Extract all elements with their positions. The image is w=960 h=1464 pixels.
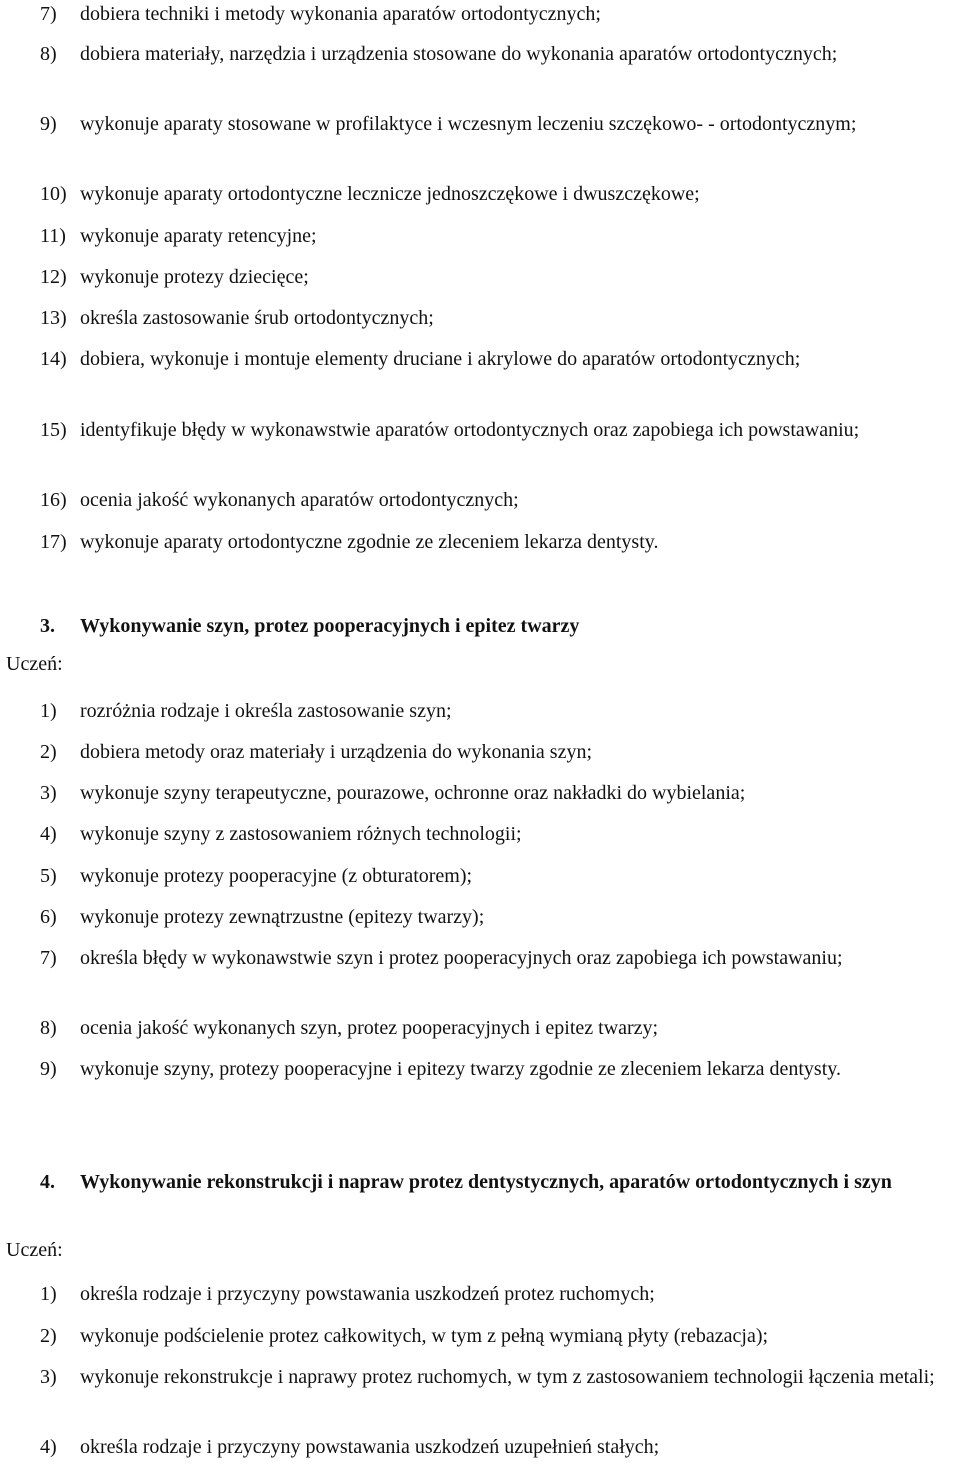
list-item-number: 3)	[40, 782, 57, 804]
list-item	[40, 40, 956, 69]
list-item-text: wykonuje szyny, protezy pooperacyjne i epitezy twarzy zgodnie ze zleceniem lekarza dentysty.	[80, 1058, 841, 1080]
list-item-number: 17)	[40, 531, 67, 553]
list-item-text: wykonuje szyny terapeutyczne, pourazowe, ochronne oraz nakładki do wybielania;	[80, 782, 746, 804]
list-item	[40, 697, 956, 726]
list-item-number: 3)	[40, 1366, 57, 1388]
list-item-number: 6)	[40, 906, 57, 928]
section-title: Wykonywanie szyn, protez pooperacyjnych i epitez twarzy	[80, 615, 580, 637]
list-item-number: 2)	[40, 1325, 57, 1347]
list-item-number: 5)	[40, 865, 57, 887]
section-heading	[40, 612, 956, 641]
list-item	[40, 1055, 956, 1084]
student-label: Uczeń:	[6, 1239, 63, 1261]
list-item-number: 15)	[40, 419, 67, 441]
list-item-text: wykonuje aparaty stosowane w profilaktyce i wczesnym leczeniu szczękowo- - ortodontycznym;	[80, 113, 857, 135]
list-item	[40, 304, 956, 333]
list-item-text: określa zastosowanie śrub ortodontycznych;	[80, 307, 434, 329]
list-item-number: 7)	[40, 947, 57, 969]
list-item	[40, 1014, 956, 1043]
list-item-text: dobiera materiały, narzędzia i urządzenia stosowane do wykonania aparatów ortodontycznych;	[80, 43, 838, 65]
list-item	[40, 1280, 956, 1309]
list-item	[40, 345, 956, 374]
list-item	[40, 862, 956, 891]
list-item	[40, 110, 956, 139]
list-item-number: 8)	[40, 43, 57, 65]
list-item-text: wykonuje aparaty retencyjne;	[80, 225, 317, 247]
list-item-text: wykonuje protezy pooperacyjne (z obturatorem);	[80, 865, 473, 887]
list-item	[40, 416, 956, 445]
list-item-number: 1)	[40, 700, 57, 722]
section-number: 4.	[40, 1171, 55, 1193]
list-item-text: wykonuje protezy dziecięce;	[80, 266, 309, 288]
section-heading	[40, 1168, 956, 1197]
list-item	[40, 222, 956, 251]
list-item	[40, 528, 956, 557]
list-item-text: identyfikuje błędy w wykonawstwie aparatów ortodontycznych oraz zapobiega ich powstawaniu;	[80, 419, 860, 441]
list-item-text: określa rodzaje i przyczyny powstawania uszkodzeń uzupełnień stałych;	[80, 1436, 660, 1458]
list-item-number: 1)	[40, 1283, 57, 1305]
list-item-text: wykonuje szyny z zastosowaniem różnych technologii;	[80, 823, 522, 845]
list-item	[40, 263, 956, 292]
list-item-text: ocenia jakość wykonanych szyn, protez pooperacyjnych i epitez twarzy;	[80, 1017, 659, 1039]
list-item-text: określa błędy w wykonawstwie szyn i protez pooperacyjnych oraz zapobiega ich powstawaniu;	[80, 947, 843, 969]
list-item-text: określa rodzaje i przyczyny powstawania uszkodzeń protez ruchomych;	[80, 1283, 655, 1305]
list-item-text: wykonuje aparaty ortodontyczne lecznicze jednoszczękowe i dwuszczękowe;	[80, 183, 700, 205]
list-item	[40, 1363, 956, 1392]
list-item	[40, 1322, 956, 1351]
list-item	[40, 1433, 956, 1462]
list-item-text: dobiera metody oraz materiały i urządzenia do wykonania szyn;	[80, 741, 593, 763]
list-item-number: 11)	[40, 225, 66, 247]
section-title: Wykonywanie rekonstrukcji i napraw protez dentystycznych, aparatów ortodontycznych i szyn	[80, 1171, 892, 1193]
section-number: 3.	[40, 615, 55, 637]
list-item	[40, 180, 956, 209]
list-item-text: rozróżnia rodzaje i określa zastosowanie szyn;	[80, 700, 452, 722]
list-item-text: wykonuje aparaty ortodontyczne zgodnie ze zleceniem lekarza dentysty.	[80, 531, 659, 553]
list-item	[40, 0, 956, 29]
list-item-text: dobiera techniki i metody wykonania aparatów ortodontycznych;	[80, 3, 601, 25]
list-item-number: 16)	[40, 489, 67, 511]
list-item	[40, 944, 956, 973]
list-item-number: 13)	[40, 307, 67, 329]
list-item-number: 2)	[40, 741, 57, 763]
list-item-number: 8)	[40, 1017, 57, 1039]
list-item-number: 9)	[40, 113, 57, 135]
list-item-number: 14)	[40, 348, 67, 370]
list-item-text: wykonuje podścielenie protez całkowitych, w tym z pełną wymianą płyty (rebazacja);	[80, 1325, 769, 1347]
list-item-text: wykonuje protezy zewnątrzustne (epitezy twarzy);	[80, 906, 485, 928]
list-item-number: 4)	[40, 1436, 57, 1458]
list-item	[40, 820, 956, 849]
list-item-number: 4)	[40, 823, 57, 845]
list-item-number: 10)	[40, 183, 67, 205]
list-item-text: dobiera, wykonuje i montuje elementy druciane i akrylowe do aparatów ortodontycznych;	[80, 348, 801, 370]
list-item-text: wykonuje rekonstrukcje i naprawy protez ruchomych, w tym z zastosowaniem technologii łączenia metali;	[80, 1366, 935, 1388]
list-item-number: 12)	[40, 266, 67, 288]
student-label: Uczeń:	[6, 653, 63, 675]
list-item-number: 9)	[40, 1058, 57, 1080]
list-item	[40, 903, 956, 932]
list-item	[40, 738, 956, 767]
list-item	[40, 486, 956, 515]
list-item-text: ocenia jakość wykonanych aparatów ortodontycznych;	[80, 489, 519, 511]
list-item	[40, 779, 956, 808]
list-item-number: 7)	[40, 3, 57, 25]
